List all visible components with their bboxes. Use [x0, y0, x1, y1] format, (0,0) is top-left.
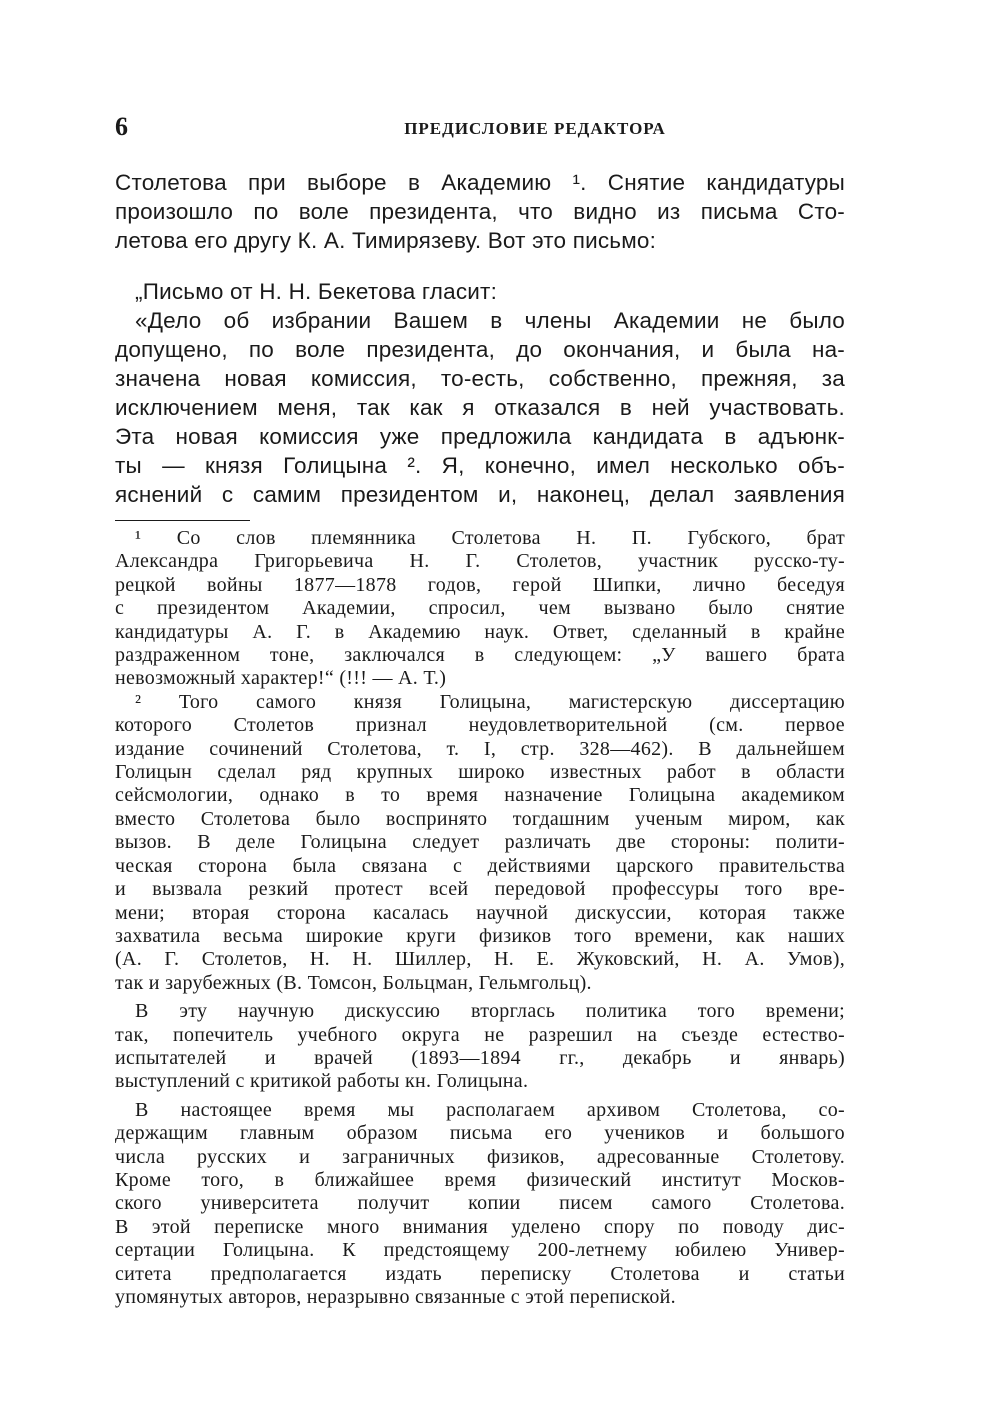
footnote-line: кандидатуры А. Г. в Академию наук. Ответ, сделанный в крайне: [115, 620, 845, 643]
footnote-line: захватила весьма широкие круги физиков того времени, как наших: [115, 924, 845, 947]
text-line: значена новая комиссия, то-есть, собственно, прежняя, за: [115, 366, 845, 391]
footnote-line: и вызвала резкий протест всей передовой профессуры того вре-: [115, 878, 845, 901]
footnote-line: Александра Григорьевича Н. Г. Столетов, участник русско-ту-: [115, 550, 845, 573]
footnote-line: упомянутых авторов, неразрывно связанные с этой перепиской.: [115, 1286, 676, 1308]
text-line: Столетова при выборе в Академию ¹. Снятие кандидатуры: [115, 170, 845, 195]
footnote-line: которого Столетов признал неудовлетворительной (см. первое: [115, 714, 845, 737]
footnote-line: ского университета получит копии писем самого Столетова.: [115, 1192, 845, 1215]
footnote-line: В эту научную дискуссию вторглась политика того времени;: [135, 1000, 845, 1023]
main-text: [115, 168, 845, 509]
footnote-line: ческая сторона была связана с действиями царского правительства: [115, 854, 845, 877]
footnote-line: В настоящее время мы располагаем архивом Столетова, со-: [135, 1098, 845, 1121]
footnote-line: Кроме того, в ближайшее время физический институт Москов-: [115, 1168, 845, 1191]
footnote-line: сертации Голицына. К предстоящему 200-летнему юбилею Универ-: [115, 1239, 845, 1262]
footnote-line: невозможный характер!“ (!!! — А. Т.): [115, 667, 447, 690]
footnote-line: мени; вторая сторона касалась научной дискуссии, которая также: [115, 901, 845, 924]
footnote-line: издание сочинений Столетова, т. I, стр. 328—462). В дальнейшем: [115, 737, 845, 760]
paragraph-2: [115, 277, 845, 509]
footnote-line: держащим главным образом письма его учеников и большого: [115, 1122, 845, 1145]
footnote-line: с президентом Академии, спросил, чем вызвано было снятие: [115, 597, 845, 620]
footnote-line: так и зарубежных (В. Томсон, Больцман, Гельмгольц).: [115, 971, 592, 994]
footnote-paragraph-3: [115, 1000, 845, 1094]
footnote-line: вызов. В деле Голицына следует различать две стороны: полити-: [115, 831, 845, 854]
text-line: яснений с самим президентом и, наконец, делал заявления: [115, 482, 845, 507]
page-header: [115, 112, 845, 152]
text-line: исключением меня, так как я отказался в ней участвовать.: [115, 395, 845, 420]
text-line: летова его другу К. А. Тимирязеву. Вот это письмо:: [115, 228, 657, 253]
text-line: ты — князя Голицына ². Я, конечно, имел несколько объ-: [115, 453, 845, 478]
footnote-line: ситета предполагается издать переписку Столетова и статьи: [115, 1262, 845, 1285]
footnote-1: [115, 527, 845, 691]
footnote-line: сейсмологии, однако в то время назначение Голицына академиком: [115, 784, 845, 807]
footnotes: [115, 527, 845, 1309]
text-line: произошло по воле президента, что видно из письма Сто-: [115, 199, 845, 224]
footnote-line: испытателей и врачей (1893—1894 гг., декабрь и январь): [115, 1046, 845, 1069]
footnote-line: (А. Г. Столетов, Н. Н. Шиллер, Н. Е. Жуковский, Н. А. Умов),: [115, 948, 845, 971]
text-line: „Письмо от Н. Н. Бекетова гласит:: [135, 279, 498, 304]
footnote-paragraph-4: [115, 1099, 845, 1310]
paragraph-1: [115, 168, 845, 255]
footnote-line: Голицын сделал ряд крупных широко известных работ в области: [115, 761, 845, 784]
footnote-line: вместо Столетова было воспринято тогдашним ученым миром, как: [115, 807, 845, 830]
footnote-line: ¹ Со слов племянника Столетова Н. П. Губского, брат: [135, 527, 845, 549]
footnote-line: В этой переписке много внимания уделено спору по поводу дис-: [115, 1215, 845, 1238]
text-line: Эта новая комиссия уже предложила кандидата в адъюнк-: [115, 424, 845, 449]
footnote-line: так, попечитель учебного округа не разрешил на съезде естество-: [115, 1023, 845, 1046]
footnote-line: числа русских и заграничных физиков, адресованные Столетову.: [115, 1145, 845, 1168]
text-line: «Дело об избрании Вашем в члены Академии не было: [135, 308, 845, 333]
footnote-line: выступлений с критикой работы кн. Голицына.: [115, 1070, 529, 1093]
footnote-line: ² Того самого князя Голицына, магистерскую диссертацию: [135, 690, 845, 713]
footnote-2: [115, 691, 845, 995]
page-number: 6: [115, 112, 128, 141]
footnote-line: рецкой войны 1877—1878 годов, герой Шипки, лично беседуя: [115, 573, 845, 596]
footnote-line: раздраженном тоне, заключался в следующем: „У вашего брата: [115, 644, 845, 667]
footnote-divider: [115, 520, 250, 521]
running-head: ПРЕДИСЛОВИЕ РЕДАКТОРА: [404, 119, 666, 138]
text-line: допущено, по воле президента, до окончания, и была на-: [115, 337, 845, 362]
